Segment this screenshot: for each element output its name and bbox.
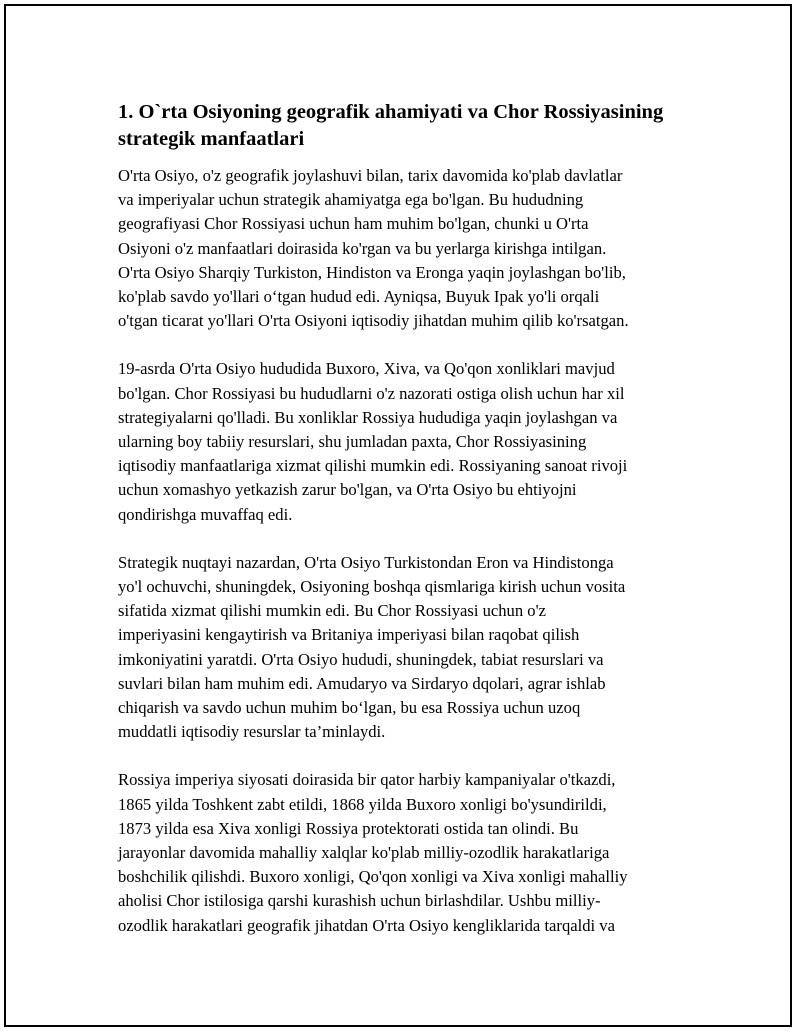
page-frame	[4, 4, 792, 1027]
paragraph-1	[118, 164, 698, 333]
paragraph-line: 19-asrda O'rta Osiyo hududida Buxoro, Xiva, va Qo'qon xonliklari mavjud	[118, 359, 615, 379]
paragraph-line: 1873 yilda esa Xiva xonligi Rossiya protektorati ostida tan olindi. Bu	[118, 818, 579, 838]
paragraph-line: O'rta Osiyo, o'z geografik joylashuvi bilan, tarix davomida ko'plab davlatlar	[118, 166, 623, 185]
paragraph-line: ko'plab savdo yo'llari o‘tgan hudud edi. Ayniqsa, Buyuk Ipak yo'li orqali	[118, 287, 600, 307]
paragraph-line: imperiyasini kengaytirish va Britaniya imperiyasi bilan raqobat qilish	[118, 625, 580, 645]
paragraph-line: strategiyalarni qo'lladi. Bu xonliklar Rossiya hududiga yaqin joylashgan va	[118, 407, 618, 427]
heading-line: strategik manfaatlari	[118, 128, 305, 150]
heading-line: 1. O`rta Osiyoning geografik ahamiyati va Chor Rossiyasining	[118, 101, 664, 123]
paragraph-line: bo'lgan. Chor Rossiyasi bu hududlarni o'z nazorati ostiga olish uchun har xil	[118, 383, 625, 403]
paragraph-line: 1865 yilda Toshkent zabt etildi, 1868 yilda Buxoro xonligi bo'ysundirildi,	[118, 794, 607, 814]
paragraph-4	[118, 768, 698, 937]
paragraph-line: Osiyoni o'z manfaatlari doirasida ko'rgan va bu yerlarga kirishga intilgan.	[118, 238, 607, 258]
document-body	[118, 99, 698, 962]
paragraph-2	[118, 357, 698, 526]
paragraph-line: O'rta Osiyo Sharqiy Turkiston, Hindiston va Eronga yaqin joylashgan bo'lib,	[118, 262, 626, 282]
paragraph-line: sifatida xizmat qilishi mumkin edi. Bu Chor Rossiyasi uchun o'z	[118, 601, 546, 621]
paragraph-line: aholisi Chor istilosiga qarshi kurashish uchun birlashdilar. Ushbu milliy-	[118, 891, 601, 911]
paragraph-line: Strategik nuqtayi nazardan, O'rta Osiyo Turkistondan Eron va Hindistonga	[118, 552, 614, 572]
paragraph-line: ularning boy tabiiy resurslari, shu jumladan paxta, Chor Rossiyasining	[118, 432, 587, 452]
paragraph-line: imkoniyatini yaratdi. O'rta Osiyo hududi, shuningdek, tabiat resurslari va	[118, 649, 604, 669]
paragraph-line: jarayonlar davomida mahalliy xalqlar ko'plab milliy-ozodlik harakatlariga	[118, 843, 610, 863]
paragraph-line: ozodlik harakatlari geografik jihatdan O'rta Osiyo kengliklarida tarqaldi va	[118, 915, 615, 935]
paragraph-line: chiqarish va savdo uchun muhim bo‘lgan, bu esa Rossiya uchun uzoq	[118, 698, 581, 718]
paragraph-line: qondirishga muvaffaq edi.	[118, 504, 293, 524]
paragraph-line: yo'l ochuvchi, shuningdek, Osiyoning boshqa qismlariga kirish uchun vosita	[118, 577, 626, 597]
paragraph-line: va imperiyalar uchun strategik ahamiyatga ega bo'lgan. Bu hududning	[118, 190, 584, 210]
paragraph-line: iqtisodiy manfaatlariga xizmat qilishi mumkin edi. Rossiyaning sanoat rivoji	[118, 456, 628, 476]
paragraph-line: uchun xomashyo yetkazish zarur bo'lgan, va O'rta Osiyo bu ehtiyojni	[118, 480, 577, 500]
paragraph-line: suvlari bilan ham muhim edi. Amudaryo va Sirdaryo dqolari, agrar ishlab	[118, 673, 606, 693]
paragraph-line: boshchilik qilishdi. Buxoro xonligi, Qo'qon xonligi va Xiva xonligi mahalliy	[118, 867, 628, 887]
paragraph-line: Rossiya imperiya siyosati doirasida bir qator harbiy kampaniyalar o'tkazdi,	[118, 770, 616, 790]
paragraph-line: geografiyasi Chor Rossiyasi uchun ham muhim bo'lgan, chunki u O'rta	[118, 214, 589, 234]
paragraph-3	[118, 551, 698, 745]
paragraph-line: o'tgan ticarat yo'llari O'rta Osiyoni iqtisodiy jihatdan muhim qilib ko'rsatgan.	[118, 311, 629, 331]
paragraph-line: muddatli iqtisodiy resurslar ta’minlaydi.	[118, 722, 386, 742]
section-heading	[118, 99, 698, 153]
